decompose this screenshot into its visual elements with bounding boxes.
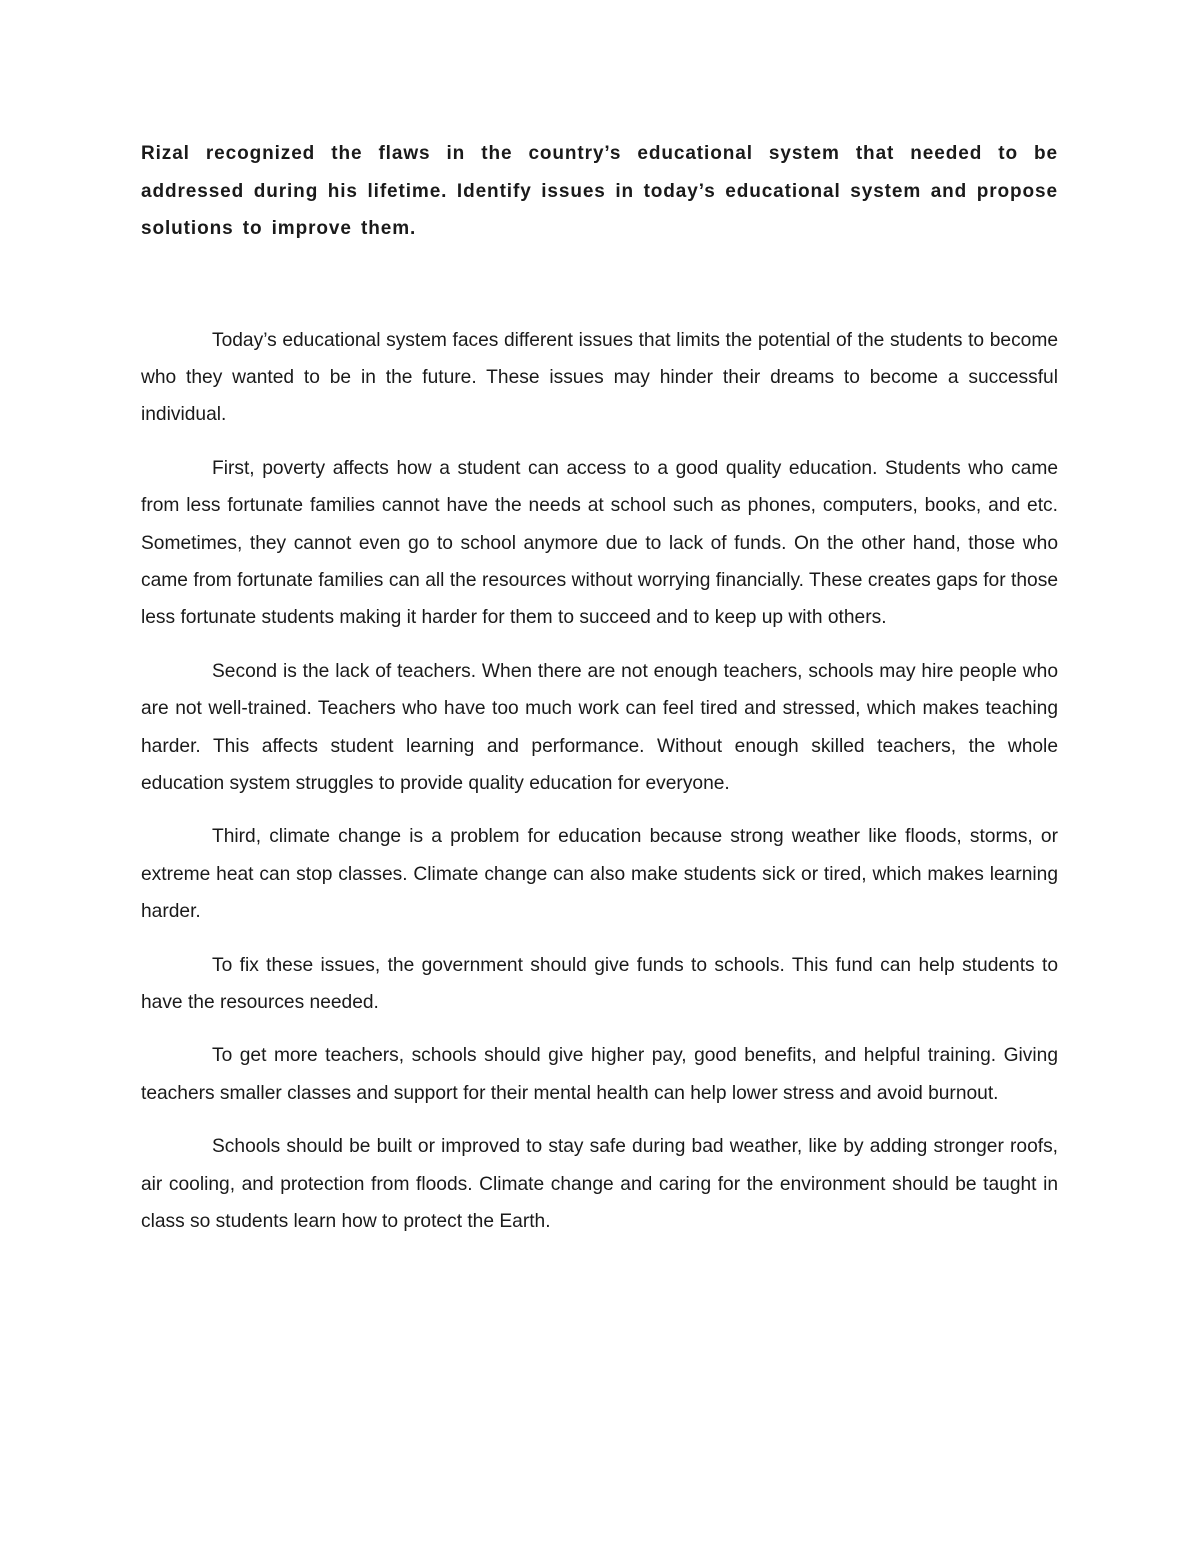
document-content	[141, 135, 1058, 1256]
essay-paragraph-climate: Third, climate change is a problem for education because strong weather like floods, storms, or extreme heat can stop classes. Climate change can also make students sick or tired, which makes learning harder.	[141, 826, 1058, 923]
essay-paragraph-teachers: Second is the lack of teachers. When there are not enough teachers, schools may hire people who are not well-trained. Teachers who have too much work can feel tired and stressed, which makes teaching harder. This affects student learning and performance. Without enough skilled teachers, the whole education system struggles to provide quality education for everyone.	[141, 660, 1058, 794]
essay-paragraph-funding-solution: To fix these issues, the government should give funds to schools. This fund can help students to have the resources needed.	[141, 954, 1058, 1013]
essay-paragraph-poverty: First, poverty affects how a student can access to a good quality education. Students who came from less fortunate families cannot have the needs at school such as phones, computers, books, and etc. Sometimes, they cannot even go to school anymore due to lack of funds. On the other hand, those who came from fortunate families can all the resources without worrying financially. These creates gaps for those less fortunate students making it harder for them to succeed and to keep up with others.	[141, 457, 1058, 629]
essay-paragraph-teacher-solution: To get more teachers, schools should give higher pay, good benefits, and helpful training. Giving teachers smaller classes and support for their mental health can help lower stress and avoid burnout.	[141, 1045, 1058, 1104]
essay-body	[141, 322, 1058, 1241]
essay-paragraph-climate-solution: Schools should be built or improved to stay safe during bad weather, like by adding stronger roofs, air cooling, and protection from floods. Climate change and caring for the environment should be taught in class so students learn how to protect the Earth.	[141, 1136, 1058, 1233]
essay-prompt: Rizal recognized the flaws in the country’s educational system that needed to be addressed during his lifetime. Identify issues in today’s educational system and propose solutions to improve them.	[141, 143, 1058, 239]
essay-paragraph-intro: Today’s educational system faces different issues that limits the potential of the students to become who they wanted to be in the future. These issues may hinder their dreams to become a successful individual.	[141, 329, 1058, 426]
